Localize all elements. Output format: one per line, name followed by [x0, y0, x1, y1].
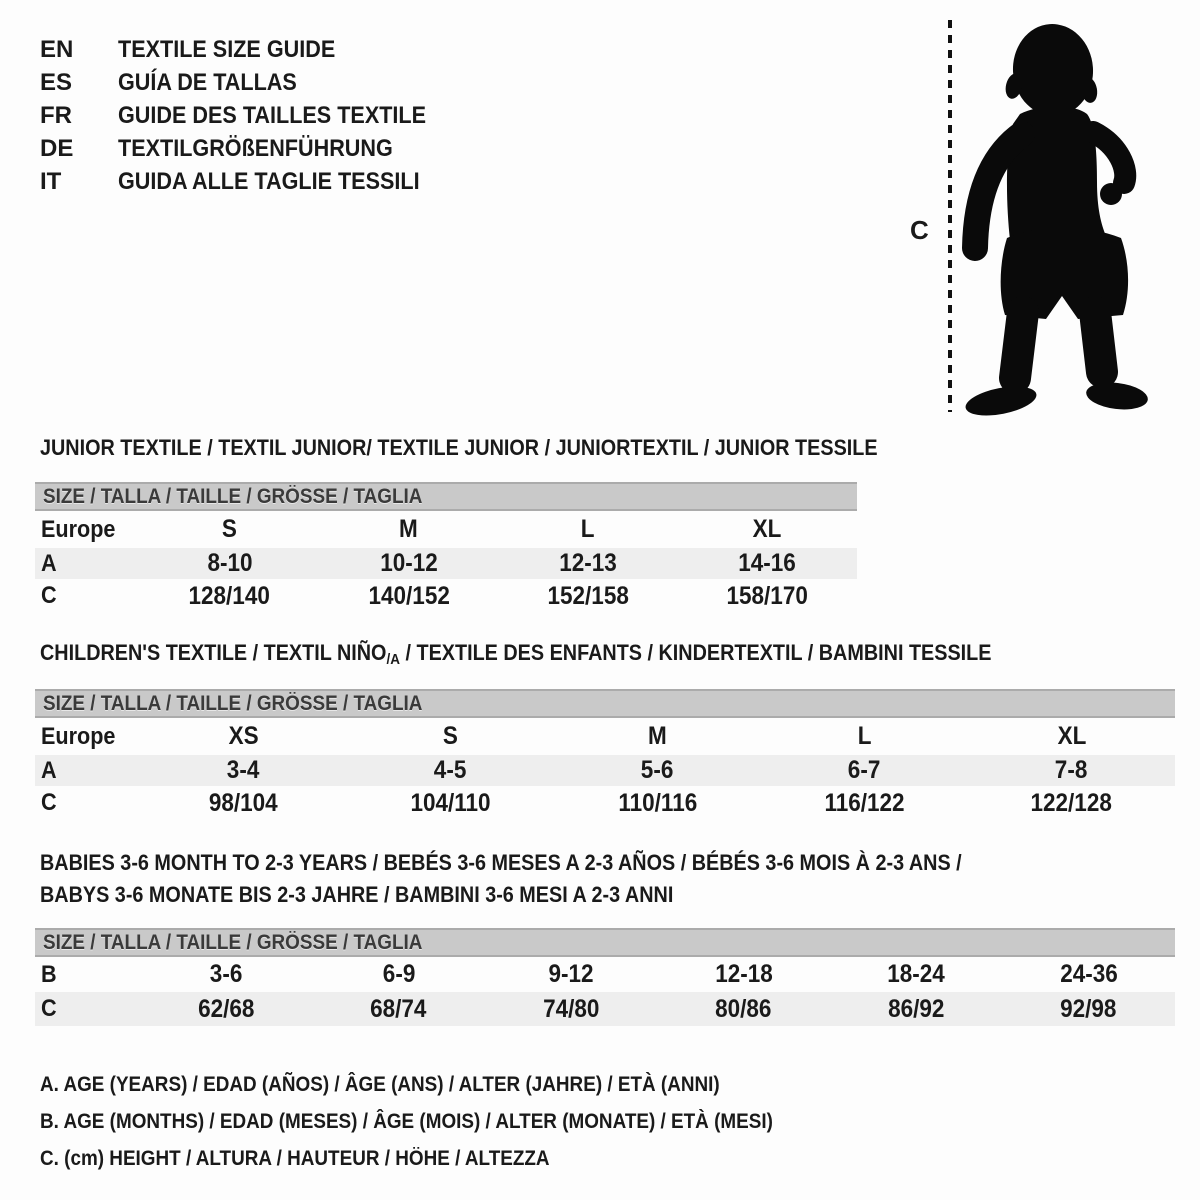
- size-cell: S: [442, 722, 459, 750]
- size-cell: M: [648, 722, 667, 750]
- months-cell: 12-18: [714, 960, 773, 988]
- language-title: GUÍA DE TALLAS: [118, 68, 297, 96]
- section-heading-children: CHILDREN'S TEXTILE / TEXTIL $NIÑO_{/A}$ / TEXTILE DES ENFANTS / KINDERTEXTIL / BAMBINI TESSILE: [40, 640, 992, 668]
- language-code: DE: [40, 134, 74, 162]
- height-cell: 74/80: [543, 994, 600, 1023]
- language-title: TEXTILGRÖßENFÜHRUNG: [118, 134, 393, 162]
- age-cell: 7-8: [1055, 756, 1088, 784]
- size-cell: S: [222, 515, 238, 543]
- language-title: GUIDE DES TAILLES TEXTILE: [118, 101, 427, 129]
- months-cell: 6-9: [382, 960, 416, 988]
- age-cell: 10-12: [380, 549, 438, 577]
- language-code: EN: [40, 35, 74, 63]
- legend-line-a: A. AGE (YEARS) / EDAD (AÑOS) / ÂGE (ANS) / ALTER (JAHRE) / ETÀ (ANNI): [40, 1073, 720, 1096]
- height-cell: 116/122: [824, 788, 905, 817]
- months-cell: 24-36: [1059, 960, 1118, 988]
- size-header-bar: SIZE / TALLA / TAILLE / GRÖSSE / TAGLIA: [35, 689, 1175, 718]
- table-row-height: [35, 992, 1175, 1026]
- language-row: [40, 99, 460, 132]
- figure-height-label: C: [910, 215, 929, 245]
- table-row-europe: [35, 511, 857, 548]
- row-label: C: [41, 995, 57, 1022]
- row-label: Europe: [41, 515, 116, 543]
- language-title: TEXTILE SIZE GUIDE: [118, 35, 336, 63]
- height-cell: 152/158: [547, 581, 629, 610]
- row-label: C: [41, 789, 57, 816]
- height-cell: 62/68: [198, 994, 255, 1023]
- toddler-silhouette: [935, 12, 1150, 417]
- height-cell: 98/104: [209, 788, 278, 817]
- table-row-age: [35, 548, 857, 579]
- language-code: IT: [40, 167, 62, 195]
- language-list: [40, 33, 460, 198]
- language-code: FR: [40, 101, 72, 129]
- size-cell: XS: [228, 722, 259, 750]
- size-cell: XL: [752, 515, 782, 543]
- language-title: GUIDA ALLE TAGLIE TESSILI: [118, 167, 420, 195]
- height-cell: 140/152: [368, 581, 450, 610]
- legend-line-c: C. (cm) HEIGHT / ALTURA / HAUTEUR / HÖHE / ALTEZZA: [40, 1147, 550, 1170]
- table-row-europe: [35, 718, 1175, 755]
- row-label: C: [41, 582, 57, 609]
- table-row-height: [35, 579, 857, 613]
- age-cell: 4-5: [434, 756, 467, 784]
- height-cell: 128/140: [188, 581, 271, 610]
- row-label: A: [41, 549, 57, 577]
- size-cell: L: [581, 515, 596, 543]
- table-row-months: [35, 957, 1175, 992]
- height-cell: 110/116: [618, 788, 697, 817]
- section-heading-babies: BABIES 3-6 MONTH TO 2-3 YEARS / BEBÉS 3-6 MESES A 2-3 AÑOS / BÉBÉS 3-6 MOIS À 2-3 ANS / BABYS 3-6 MONATE BIS 2-3 JAHRE / BAMBINI 3-6 MESI A 2-3 ANNI: [40, 850, 962, 907]
- language-row: [40, 165, 460, 198]
- age-cell: 8-10: [207, 549, 253, 577]
- age-cell: 5-6: [641, 756, 674, 784]
- size-cell: M: [399, 515, 419, 543]
- height-cell: 158/170: [726, 581, 809, 610]
- height-cell: 86/92: [888, 994, 945, 1023]
- size-table-children: [35, 689, 1175, 820]
- nino-a-subscript: /A: [386, 651, 400, 668]
- size-cell: L: [857, 722, 872, 750]
- legend: [40, 1066, 854, 1177]
- height-cell: 68/74: [370, 994, 427, 1023]
- table-row-height: [35, 786, 1175, 820]
- size-header-bar: SIZE / TALLA / TAILLE / GRÖSSE / TAGLIA: [35, 482, 857, 511]
- height-cell: 92/98: [1060, 994, 1117, 1023]
- months-cell: 18-24: [887, 960, 946, 988]
- months-cell: 3-6: [209, 960, 243, 988]
- row-label: Europe: [41, 722, 116, 750]
- height-cell: 104/110: [410, 788, 491, 817]
- language-code: ES: [40, 68, 73, 96]
- height-cell: 122/128: [1030, 788, 1113, 817]
- language-row: [40, 132, 460, 165]
- language-row: [40, 66, 460, 99]
- table-row-age: [35, 755, 1175, 786]
- size-cell: XL: [1057, 722, 1086, 750]
- row-label: B: [41, 960, 57, 988]
- legend-line-b: B. AGE (MONTHS) / EDAD (MESES) / ÂGE (MOIS) / ALTER (MONATE) / ETÀ (MESI): [40, 1110, 773, 1133]
- months-cell: 9-12: [548, 960, 594, 988]
- age-cell: 6-7: [848, 756, 881, 784]
- row-label: A: [41, 756, 57, 784]
- size-table-babies: [35, 928, 1175, 1026]
- section-heading-junior: JUNIOR TEXTILE / TEXTIL JUNIOR/ TEXTILE JUNIOR / JUNIORTEXTIL / JUNIOR TESSILE: [40, 435, 878, 460]
- language-row: [40, 33, 460, 66]
- age-cell: 14-16: [738, 549, 797, 577]
- size-header-bar: SIZE / TALLA / TAILLE / GRÖSSE / TAGLIA: [35, 928, 1175, 957]
- age-cell: 3-4: [227, 756, 260, 784]
- age-cell: 12-13: [559, 549, 617, 577]
- size-table-junior: [35, 482, 857, 613]
- height-cell: 80/86: [715, 994, 772, 1023]
